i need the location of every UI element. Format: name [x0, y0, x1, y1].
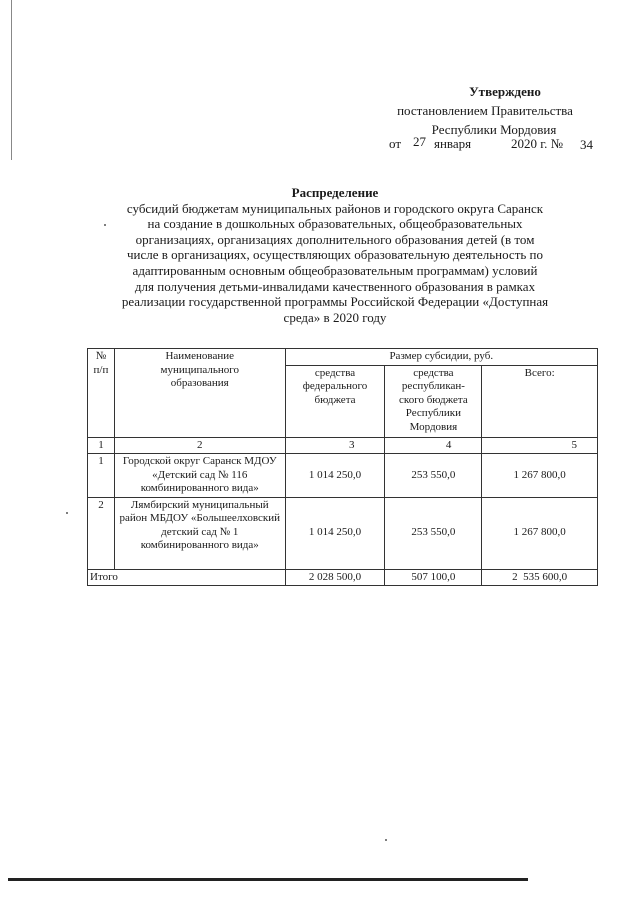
table-header-row	[88, 349, 598, 366]
scan-bottom-line	[8, 878, 528, 881]
header-name: Наименование муниципального образования	[114, 349, 285, 438]
header-federal: средства федерального бюджета	[285, 365, 385, 437]
approval-line-2: Республики Мордовия	[431, 122, 557, 137]
date-prefix: от	[389, 136, 402, 151]
scan-speck	[66, 512, 68, 514]
header-num: № п/п	[88, 349, 115, 438]
column-number: 5	[482, 437, 598, 454]
header-republic: средства республикан-ского бюджета Республики Мордовия	[385, 365, 482, 437]
subtitle-line: адаптированным основным общеобразовательным программам) условий	[132, 262, 538, 278]
date-month: января	[434, 136, 472, 151]
subtitle-line: среда» в 2020 году	[283, 309, 387, 325]
subtitle-line: на создание в дошкольных образовательных, общеобразовательных	[147, 216, 523, 232]
subtitle-line: реализации государственной программы Российской Федерации «Доступная	[121, 294, 549, 310]
column-number-row	[88, 437, 598, 454]
totals-total: 2 535 600,0	[482, 569, 598, 586]
date-day: 27	[413, 134, 426, 149]
row-name: Городской округ Саранск МДОУ «Детский сад № 116 комбинированного вида»	[114, 454, 285, 498]
totals-republic: 507 100,0	[385, 569, 482, 586]
scan-edge-line	[11, 0, 12, 160]
column-number: 4	[385, 437, 482, 454]
row-total: 1 267 800,0	[482, 497, 598, 569]
header-subsidy-group: Размер субсидии, руб.	[285, 349, 597, 366]
table-row	[88, 454, 598, 498]
header-total: Всего:	[482, 365, 598, 437]
approval-heading: Утверждено	[469, 84, 541, 99]
approval-line-1: постановлением Правительства	[397, 103, 573, 118]
subtitle-line: для получения детьми-инвалидами качественного образования в рамках	[134, 278, 536, 294]
row-federal: 1 014 250,0	[285, 454, 385, 498]
totals-label: Итого	[88, 569, 286, 586]
totals-row	[88, 569, 598, 586]
title-block	[80, 185, 590, 325]
scan-speck	[385, 839, 387, 841]
row-republic: 253 550,0	[385, 454, 482, 498]
table-row	[88, 497, 598, 569]
column-number: 3	[285, 437, 385, 454]
row-federal: 1 014 250,0	[285, 497, 385, 569]
date-year: 2020 г. №	[511, 136, 564, 151]
column-number: 2	[114, 437, 285, 454]
row-republic: 253 550,0	[385, 497, 482, 569]
column-number: 1	[88, 437, 115, 454]
document-title: Распределение	[291, 185, 379, 200]
approval-block	[380, 82, 590, 139]
row-num: 1	[88, 454, 115, 498]
document-number: 34	[580, 137, 593, 152]
subtitle-line: организациях, организациях дополнительного образования детей (в том	[135, 231, 535, 247]
subtitle-line: числе в организациях, осуществляющих образовательную деятельность по	[126, 247, 544, 263]
subtitle-line: субсидий бюджетам муниципальных районов и городского округа Саранск	[126, 200, 544, 216]
subsidy-table	[87, 348, 598, 586]
row-name: Лямбирский муниципальный район МБДОУ «Большеелховский детский сад № 1 комбинированного вида»	[114, 497, 285, 569]
totals-federal: 2 028 500,0	[285, 569, 385, 586]
row-total: 1 267 800,0	[482, 454, 598, 498]
row-num: 2	[88, 497, 115, 569]
